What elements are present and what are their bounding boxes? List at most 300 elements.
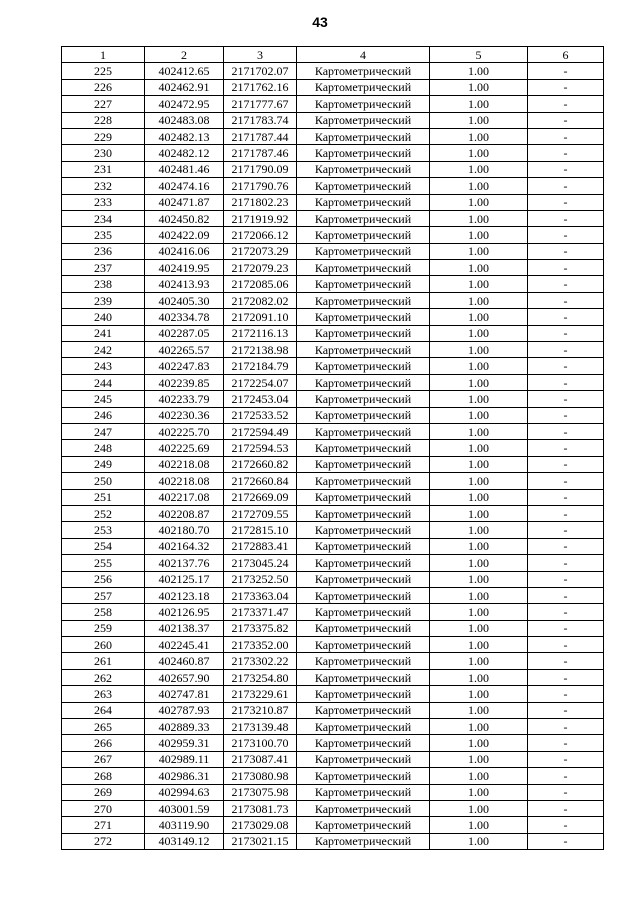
- note-cell: -: [528, 63, 604, 79]
- accuracy-cell: 1.00: [430, 423, 528, 439]
- note-cell: -: [528, 128, 604, 144]
- y-coordinate-cell: 2173363.04: [224, 587, 297, 603]
- y-coordinate-cell: 2173371.47: [224, 604, 297, 620]
- note-cell: -: [528, 145, 604, 161]
- note-cell: -: [528, 178, 604, 194]
- x-coordinate-cell: 403001.59: [145, 800, 224, 816]
- table-row: [62, 358, 604, 374]
- table-row: [62, 702, 604, 718]
- note-cell: -: [528, 325, 604, 341]
- point-number-cell: 234: [62, 210, 145, 226]
- method-cell: Картометрический: [297, 473, 430, 489]
- accuracy-cell: 1.00: [430, 571, 528, 587]
- note-cell: -: [528, 768, 604, 784]
- accuracy-cell: 1.00: [430, 128, 528, 144]
- method-cell: Картометрический: [297, 686, 430, 702]
- y-coordinate-cell: 2172453.04: [224, 391, 297, 407]
- point-number-cell: 265: [62, 719, 145, 735]
- method-cell: Картометрический: [297, 96, 430, 112]
- method-cell: Картометрический: [297, 178, 430, 194]
- method-cell: Картометрический: [297, 702, 430, 718]
- table-row: [62, 784, 604, 800]
- method-cell: Картометрический: [297, 112, 430, 128]
- x-coordinate-cell: 402462.91: [145, 79, 224, 95]
- x-coordinate-cell: 402225.70: [145, 423, 224, 439]
- table-row: [62, 587, 604, 603]
- y-coordinate-cell: 2173139.48: [224, 719, 297, 735]
- point-number-cell: 243: [62, 358, 145, 374]
- y-coordinate-cell: 2172085.06: [224, 276, 297, 292]
- point-number-cell: 245: [62, 391, 145, 407]
- x-coordinate-cell: 402334.78: [145, 309, 224, 325]
- x-coordinate-cell: 402994.63: [145, 784, 224, 800]
- point-number-cell: 272: [62, 833, 145, 849]
- x-coordinate-cell: 402413.93: [145, 276, 224, 292]
- table-row: [62, 128, 604, 144]
- column-header: 5: [430, 47, 528, 63]
- note-cell: -: [528, 227, 604, 243]
- x-coordinate-cell: 402230.36: [145, 407, 224, 423]
- point-number-cell: 239: [62, 292, 145, 308]
- method-cell: Картометрический: [297, 227, 430, 243]
- table-row: [62, 194, 604, 210]
- y-coordinate-cell: 2171790.09: [224, 161, 297, 177]
- point-number-cell: 253: [62, 522, 145, 538]
- point-number-cell: 258: [62, 604, 145, 620]
- accuracy-cell: 1.00: [430, 538, 528, 554]
- point-number-cell: 227: [62, 96, 145, 112]
- y-coordinate-cell: 2172079.23: [224, 260, 297, 276]
- y-coordinate-cell: 2173029.08: [224, 817, 297, 833]
- method-cell: Картометрический: [297, 325, 430, 341]
- point-number-cell: 261: [62, 653, 145, 669]
- y-coordinate-cell: 2172533.52: [224, 407, 297, 423]
- x-coordinate-cell: 403149.12: [145, 833, 224, 849]
- y-coordinate-cell: 2172815.10: [224, 522, 297, 538]
- table-row: [62, 800, 604, 816]
- note-cell: -: [528, 391, 604, 407]
- y-coordinate-cell: 2173087.41: [224, 751, 297, 767]
- method-cell: Картометрический: [297, 768, 430, 784]
- y-coordinate-cell: 2173045.24: [224, 555, 297, 571]
- x-coordinate-cell: 402405.30: [145, 292, 224, 308]
- note-cell: -: [528, 342, 604, 358]
- note-cell: -: [528, 489, 604, 505]
- table-row: [62, 555, 604, 571]
- point-number-cell: 271: [62, 817, 145, 833]
- x-coordinate-cell: 402218.08: [145, 473, 224, 489]
- table-row: [62, 669, 604, 685]
- x-coordinate-cell: 402218.08: [145, 456, 224, 472]
- table-row: [62, 407, 604, 423]
- y-coordinate-cell: 2173302.22: [224, 653, 297, 669]
- method-cell: Картометрический: [297, 587, 430, 603]
- point-number-cell: 263: [62, 686, 145, 702]
- method-cell: Картометрический: [297, 571, 430, 587]
- x-coordinate-cell: 402986.31: [145, 768, 224, 784]
- method-cell: Картометрический: [297, 391, 430, 407]
- point-number-cell: 248: [62, 440, 145, 456]
- method-cell: Картометрический: [297, 276, 430, 292]
- column-header: 2: [145, 47, 224, 63]
- table-header-row: [62, 47, 604, 63]
- method-cell: Картометрический: [297, 817, 430, 833]
- y-coordinate-cell: 2171919.92: [224, 210, 297, 226]
- x-coordinate-cell: 402989.11: [145, 751, 224, 767]
- note-cell: -: [528, 637, 604, 653]
- y-coordinate-cell: 2171787.44: [224, 128, 297, 144]
- point-number-cell: 242: [62, 342, 145, 358]
- method-cell: Картометрический: [297, 505, 430, 521]
- point-number-cell: 268: [62, 768, 145, 784]
- column-header: 3: [224, 47, 297, 63]
- y-coordinate-cell: 2173081.73: [224, 800, 297, 816]
- accuracy-cell: 1.00: [430, 292, 528, 308]
- x-coordinate-cell: 402483.08: [145, 112, 224, 128]
- y-coordinate-cell: 2171802.23: [224, 194, 297, 210]
- point-number-cell: 235: [62, 227, 145, 243]
- note-cell: -: [528, 751, 604, 767]
- y-coordinate-cell: 2171777.67: [224, 96, 297, 112]
- point-number-cell: 232: [62, 178, 145, 194]
- method-cell: Картометрический: [297, 637, 430, 653]
- accuracy-cell: 1.00: [430, 735, 528, 751]
- table-row: [62, 735, 604, 751]
- point-number-cell: 251: [62, 489, 145, 505]
- note-cell: -: [528, 800, 604, 816]
- accuracy-cell: 1.00: [430, 784, 528, 800]
- point-number-cell: 244: [62, 374, 145, 390]
- point-number-cell: 270: [62, 800, 145, 816]
- x-coordinate-cell: 402482.13: [145, 128, 224, 144]
- point-number-cell: 267: [62, 751, 145, 767]
- y-coordinate-cell: 2173075.98: [224, 784, 297, 800]
- point-number-cell: 230: [62, 145, 145, 161]
- table-row: [62, 751, 604, 767]
- point-number-cell: 256: [62, 571, 145, 587]
- y-coordinate-cell: 2172709.55: [224, 505, 297, 521]
- method-cell: Картометрический: [297, 456, 430, 472]
- x-coordinate-cell: 402180.70: [145, 522, 224, 538]
- method-cell: Картометрический: [297, 210, 430, 226]
- method-cell: Картометрический: [297, 489, 430, 505]
- note-cell: -: [528, 833, 604, 849]
- accuracy-cell: 1.00: [430, 210, 528, 226]
- x-coordinate-cell: 402123.18: [145, 587, 224, 603]
- table-row: [62, 325, 604, 341]
- point-number-cell: 238: [62, 276, 145, 292]
- y-coordinate-cell: 2173021.15: [224, 833, 297, 849]
- x-coordinate-cell: 402472.95: [145, 96, 224, 112]
- x-coordinate-cell: 402412.65: [145, 63, 224, 79]
- method-cell: Картометрический: [297, 735, 430, 751]
- point-number-cell: 226: [62, 79, 145, 95]
- accuracy-cell: 1.00: [430, 505, 528, 521]
- note-cell: -: [528, 161, 604, 177]
- note-cell: -: [528, 686, 604, 702]
- y-coordinate-cell: 2172254.07: [224, 374, 297, 390]
- method-cell: Картометрический: [297, 63, 430, 79]
- x-coordinate-cell: 402217.08: [145, 489, 224, 505]
- point-number-cell: 250: [62, 473, 145, 489]
- accuracy-cell: 1.00: [430, 702, 528, 718]
- table-row: [62, 309, 604, 325]
- accuracy-cell: 1.00: [430, 276, 528, 292]
- note-cell: -: [528, 112, 604, 128]
- table-row: [62, 276, 604, 292]
- note-cell: -: [528, 473, 604, 489]
- accuracy-cell: 1.00: [430, 96, 528, 112]
- table-row: [62, 227, 604, 243]
- method-cell: Картометрический: [297, 79, 430, 95]
- accuracy-cell: 1.00: [430, 161, 528, 177]
- point-number-cell: 266: [62, 735, 145, 751]
- y-coordinate-cell: 2172066.12: [224, 227, 297, 243]
- y-coordinate-cell: 2172669.09: [224, 489, 297, 505]
- table-row: [62, 817, 604, 833]
- method-cell: Картометрический: [297, 784, 430, 800]
- page-number: 43: [312, 14, 328, 30]
- accuracy-cell: 1.00: [430, 112, 528, 128]
- accuracy-cell: 1.00: [430, 587, 528, 603]
- accuracy-cell: 1.00: [430, 194, 528, 210]
- point-number-cell: 254: [62, 538, 145, 554]
- x-coordinate-cell: 402889.33: [145, 719, 224, 735]
- note-cell: -: [528, 423, 604, 439]
- point-number-cell: 269: [62, 784, 145, 800]
- method-cell: Картометрический: [297, 751, 430, 767]
- accuracy-cell: 1.00: [430, 522, 528, 538]
- accuracy-cell: 1.00: [430, 669, 528, 685]
- note-cell: -: [528, 817, 604, 833]
- accuracy-cell: 1.00: [430, 243, 528, 259]
- column-header: 6: [528, 47, 604, 63]
- x-coordinate-cell: 402450.82: [145, 210, 224, 226]
- x-coordinate-cell: 402225.69: [145, 440, 224, 456]
- x-coordinate-cell: 402247.83: [145, 358, 224, 374]
- point-number-cell: 247: [62, 423, 145, 439]
- note-cell: -: [528, 620, 604, 636]
- column-header: 4: [297, 47, 430, 63]
- x-coordinate-cell: 402208.87: [145, 505, 224, 521]
- y-coordinate-cell: 2171702.07: [224, 63, 297, 79]
- table-row: [62, 243, 604, 259]
- point-number-cell: 231: [62, 161, 145, 177]
- note-cell: -: [528, 784, 604, 800]
- x-coordinate-cell: 402164.32: [145, 538, 224, 554]
- y-coordinate-cell: 2172594.53: [224, 440, 297, 456]
- table-row: [62, 210, 604, 226]
- x-coordinate-cell: 402481.46: [145, 161, 224, 177]
- note-cell: -: [528, 407, 604, 423]
- note-cell: -: [528, 309, 604, 325]
- point-number-cell: 246: [62, 407, 145, 423]
- method-cell: Картометрический: [297, 260, 430, 276]
- method-cell: Картометрический: [297, 407, 430, 423]
- accuracy-cell: 1.00: [430, 63, 528, 79]
- point-number-cell: 264: [62, 702, 145, 718]
- method-cell: Картометрический: [297, 194, 430, 210]
- y-coordinate-cell: 2173080.98: [224, 768, 297, 784]
- y-coordinate-cell: 2172082.02: [224, 292, 297, 308]
- table-row: [62, 522, 604, 538]
- table-row: [62, 161, 604, 177]
- method-cell: Картометрический: [297, 538, 430, 554]
- table-row: [62, 423, 604, 439]
- note-cell: -: [528, 719, 604, 735]
- method-cell: Картометрический: [297, 423, 430, 439]
- note-cell: -: [528, 276, 604, 292]
- note-cell: -: [528, 604, 604, 620]
- x-coordinate-cell: 402245.41: [145, 637, 224, 653]
- method-cell: Картометрический: [297, 604, 430, 620]
- y-coordinate-cell: 2172184.79: [224, 358, 297, 374]
- accuracy-cell: 1.00: [430, 686, 528, 702]
- accuracy-cell: 1.00: [430, 178, 528, 194]
- y-coordinate-cell: 2173252.50: [224, 571, 297, 587]
- method-cell: Картометрический: [297, 292, 430, 308]
- table-row: [62, 833, 604, 849]
- y-coordinate-cell: 2172116.13: [224, 325, 297, 341]
- point-number-cell: 237: [62, 260, 145, 276]
- accuracy-cell: 1.00: [430, 227, 528, 243]
- accuracy-cell: 1.00: [430, 309, 528, 325]
- method-cell: Картометрический: [297, 374, 430, 390]
- table-body: [62, 63, 604, 850]
- table-row: [62, 571, 604, 587]
- method-cell: Картометрический: [297, 653, 430, 669]
- accuracy-cell: 1.00: [430, 555, 528, 571]
- table-row: [62, 719, 604, 735]
- x-coordinate-cell: 402233.79: [145, 391, 224, 407]
- table-row: [62, 145, 604, 161]
- x-coordinate-cell: 402787.93: [145, 702, 224, 718]
- note-cell: -: [528, 653, 604, 669]
- table-row: [62, 440, 604, 456]
- table-row: [62, 178, 604, 194]
- x-coordinate-cell: 402416.06: [145, 243, 224, 259]
- table-row: [62, 768, 604, 784]
- note-cell: -: [528, 702, 604, 718]
- method-cell: Картометрический: [297, 800, 430, 816]
- x-coordinate-cell: 402482.12: [145, 145, 224, 161]
- table-row: [62, 653, 604, 669]
- point-number-cell: 233: [62, 194, 145, 210]
- y-coordinate-cell: 2171787.46: [224, 145, 297, 161]
- note-cell: -: [528, 210, 604, 226]
- table-row: [62, 342, 604, 358]
- method-cell: Картометрический: [297, 309, 430, 325]
- note-cell: -: [528, 96, 604, 112]
- x-coordinate-cell: 403119.90: [145, 817, 224, 833]
- table-row: [62, 604, 604, 620]
- column-header: 1: [62, 47, 145, 63]
- method-cell: Картометрический: [297, 358, 430, 374]
- y-coordinate-cell: 2172138.98: [224, 342, 297, 358]
- accuracy-cell: 1.00: [430, 719, 528, 735]
- table-row: [62, 505, 604, 521]
- table-row: [62, 112, 604, 128]
- table-row: [62, 686, 604, 702]
- note-cell: -: [528, 456, 604, 472]
- point-number-cell: 228: [62, 112, 145, 128]
- method-cell: Картометрический: [297, 833, 430, 849]
- note-cell: -: [528, 260, 604, 276]
- method-cell: Картометрический: [297, 669, 430, 685]
- point-number-cell: 257: [62, 587, 145, 603]
- x-coordinate-cell: 402126.95: [145, 604, 224, 620]
- accuracy-cell: 1.00: [430, 768, 528, 784]
- accuracy-cell: 1.00: [430, 473, 528, 489]
- note-cell: -: [528, 440, 604, 456]
- method-cell: Картометрический: [297, 620, 430, 636]
- accuracy-cell: 1.00: [430, 145, 528, 161]
- x-coordinate-cell: 402460.87: [145, 653, 224, 669]
- note-cell: -: [528, 292, 604, 308]
- accuracy-cell: 1.00: [430, 604, 528, 620]
- x-coordinate-cell: 402657.90: [145, 669, 224, 685]
- note-cell: -: [528, 555, 604, 571]
- note-cell: -: [528, 571, 604, 587]
- note-cell: -: [528, 194, 604, 210]
- x-coordinate-cell: 402959.31: [145, 735, 224, 751]
- y-coordinate-cell: 2172883.41: [224, 538, 297, 554]
- table-row: [62, 260, 604, 276]
- table-row: [62, 489, 604, 505]
- method-cell: Картометрический: [297, 342, 430, 358]
- accuracy-cell: 1.00: [430, 391, 528, 407]
- table-row: [62, 374, 604, 390]
- coordinates-table: [61, 46, 604, 850]
- x-coordinate-cell: 402471.87: [145, 194, 224, 210]
- accuracy-cell: 1.00: [430, 653, 528, 669]
- accuracy-cell: 1.00: [430, 325, 528, 341]
- note-cell: -: [528, 522, 604, 538]
- y-coordinate-cell: 2172091.10: [224, 309, 297, 325]
- accuracy-cell: 1.00: [430, 817, 528, 833]
- x-coordinate-cell: 402287.05: [145, 325, 224, 341]
- accuracy-cell: 1.00: [430, 489, 528, 505]
- method-cell: Картометрический: [297, 555, 430, 571]
- accuracy-cell: 1.00: [430, 260, 528, 276]
- accuracy-cell: 1.00: [430, 800, 528, 816]
- y-coordinate-cell: 2173229.61: [224, 686, 297, 702]
- y-coordinate-cell: 2171762.16: [224, 79, 297, 95]
- point-number-cell: 241: [62, 325, 145, 341]
- point-number-cell: 240: [62, 309, 145, 325]
- y-coordinate-cell: 2171790.76: [224, 178, 297, 194]
- note-cell: -: [528, 505, 604, 521]
- point-number-cell: 260: [62, 637, 145, 653]
- y-coordinate-cell: 2172660.82: [224, 456, 297, 472]
- table-row: [62, 456, 604, 472]
- accuracy-cell: 1.00: [430, 440, 528, 456]
- point-number-cell: 249: [62, 456, 145, 472]
- method-cell: Картометрический: [297, 522, 430, 538]
- accuracy-cell: 1.00: [430, 637, 528, 653]
- x-coordinate-cell: 402137.76: [145, 555, 224, 571]
- accuracy-cell: 1.00: [430, 751, 528, 767]
- x-coordinate-cell: 402422.09: [145, 227, 224, 243]
- x-coordinate-cell: 402747.81: [145, 686, 224, 702]
- point-number-cell: 259: [62, 620, 145, 636]
- method-cell: Картометрический: [297, 243, 430, 259]
- table-row: [62, 96, 604, 112]
- note-cell: -: [528, 669, 604, 685]
- point-number-cell: 236: [62, 243, 145, 259]
- accuracy-cell: 1.00: [430, 833, 528, 849]
- note-cell: -: [528, 587, 604, 603]
